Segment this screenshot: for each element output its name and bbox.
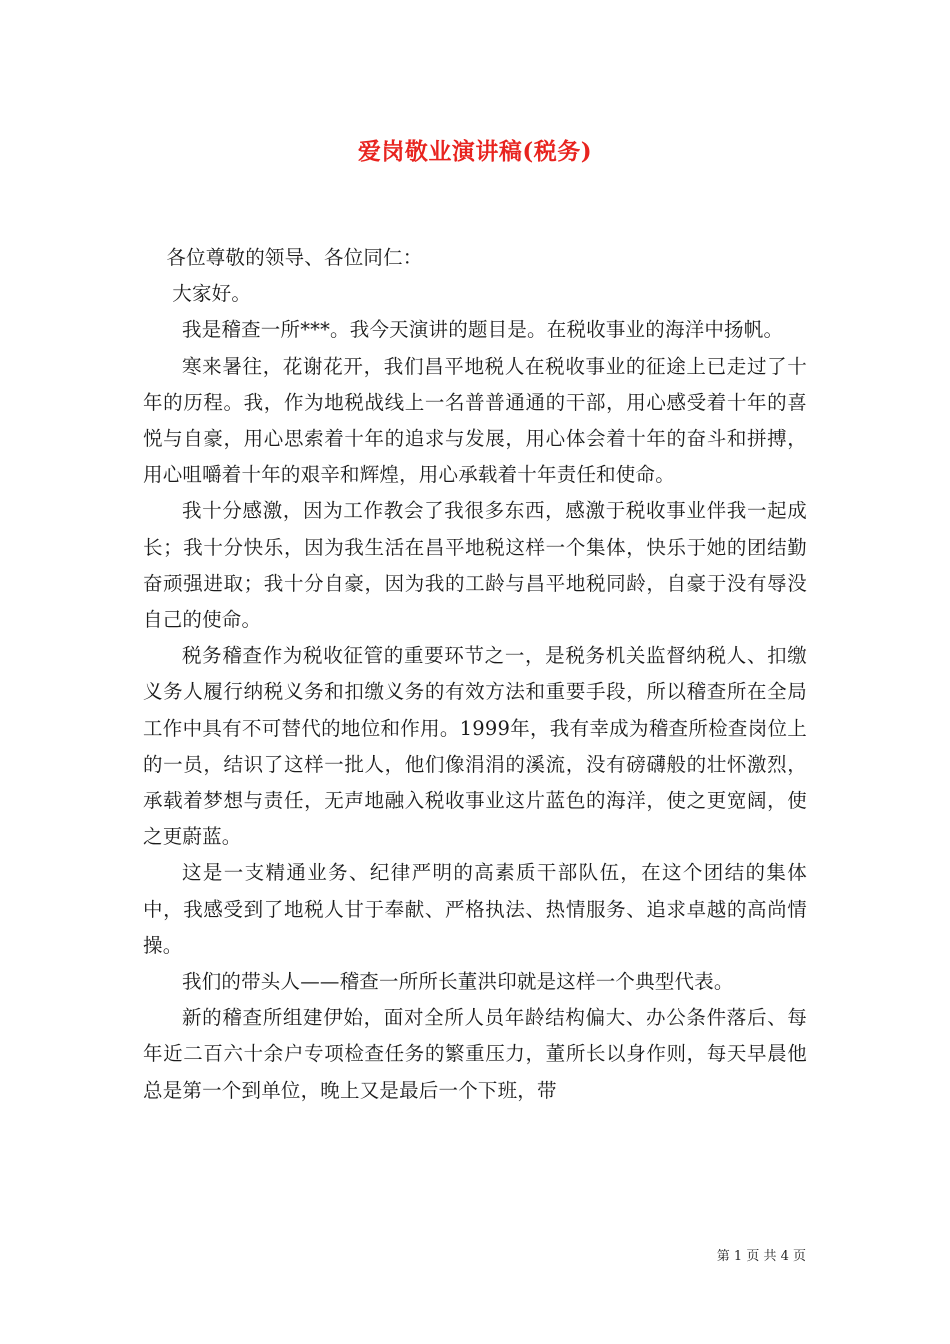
document-title: 爱岗敬业演讲稿(税务) xyxy=(357,138,593,165)
document-body xyxy=(143,240,807,1109)
paragraph-greeting: 大家好。 xyxy=(172,282,252,306)
paragraph-team: 这是一支精通业务、纪律严明的高素质干部队伍，在这个团结的集体中，我感受到了地税人甘于奉献、严格执法、热情服务、追求卓越的高尚情操。 xyxy=(143,861,807,957)
paragraph-gratitude: 我十分感激，因为工作教会了我很多东西，感激于税收事业伴我一起成长；我十分快乐，因为我生活在昌平地税这样一个集体，快乐于她的团结勤奋顽强进取；我十分自豪，因为我的工龄与昌平地税同龄，自豪于没有辱没自己的使命。 xyxy=(143,499,807,632)
paragraph-ten-years: 寒来暑往，花谢花开，我们昌平地税人在税收事业的征途上已走过了十年的历程。我，作为地税战线上一名普普通通的干部，用心感受着十年的喜悦与自豪，用心思索着十年的追求与发展，用心体会着十年的奋斗和拼搏，用心咀嚼着十年的艰辛和辉煌，用心承载着十年责任和使命。 xyxy=(143,354,807,487)
paragraph-new-office: 新的稽查所组建伊始，面对全所人员年龄结构偏大、办公条件落后、每年近二百六十余户专项检查任务的繁重压力，董所长以身作则，每天早晨他总是第一个到单位，晚上又是最后一个下班，带 xyxy=(143,1006,807,1102)
paragraph-intro: 我是稽查一所***。我今天演讲的题目是。在税收事业的海洋中扬帆。 xyxy=(182,318,784,342)
paragraph-salutation: 各位尊敬的领导、各位同仁： xyxy=(166,246,423,269)
page-indicator: 第 1 页 共 4 页 xyxy=(716,1249,806,1264)
paragraph-leader: 我们的带头人——稽查一所所长董洪印就是这样一个典型代表。 xyxy=(182,970,734,994)
paragraph-tax-inspection: 税务稽查作为税收征管的重要环节之一，是税务机关监督纳税人、扣缴义务人履行纳税义务和扣缴义务的有效方法和重要手段，所以稽查所在全局工作中具有不可替代的地位和作用。1999年，我有幸成为稽查所检查岗位上的一员，结识了这样一批人，他们像涓涓的溪流，没有磅礴般的壮怀激烈，承载着梦想与责任，无声地融入税收事业这片蓝色的海洋，使之更宽阔，使之更蔚蓝。 xyxy=(143,644,807,849)
